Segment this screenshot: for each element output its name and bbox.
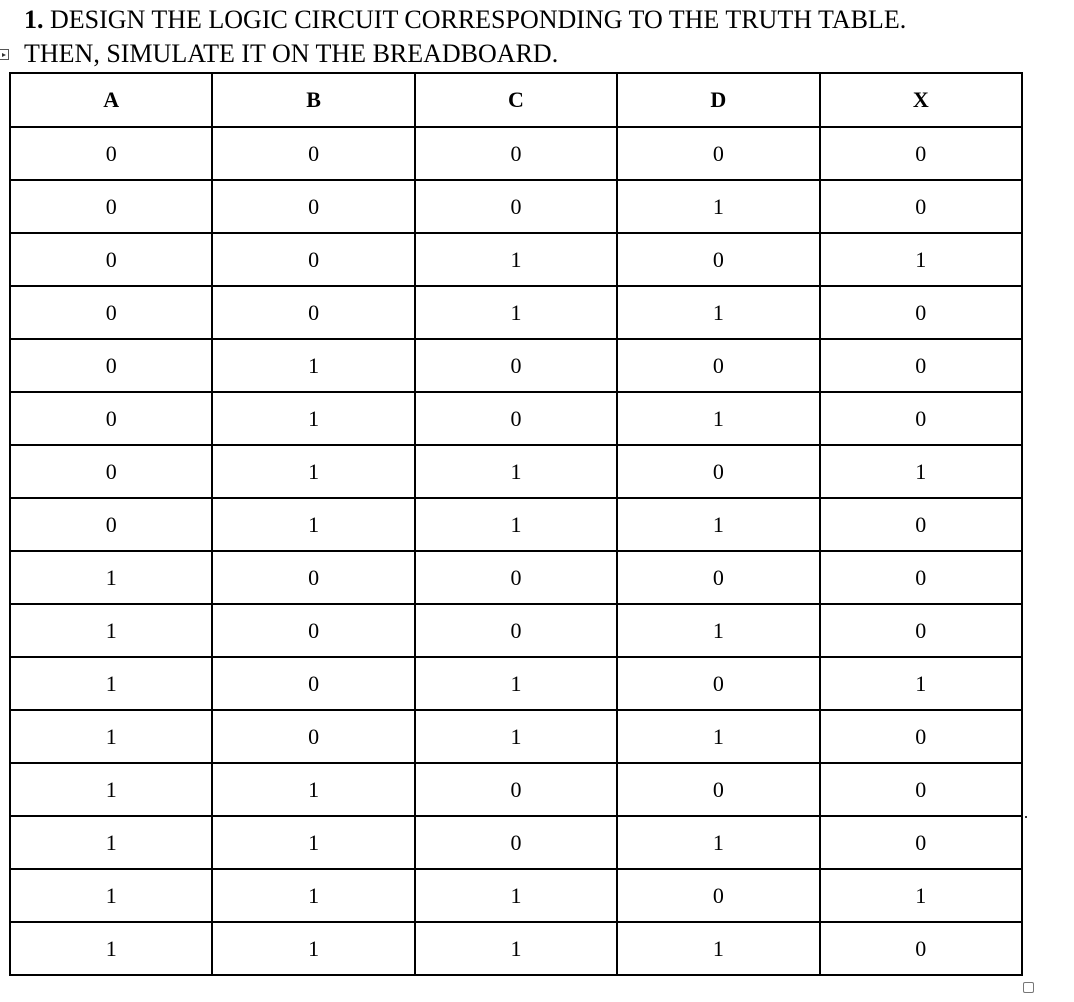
cell-b: 0	[212, 180, 414, 233]
cell-b: 0	[212, 604, 414, 657]
cell-x: 0	[820, 604, 1022, 657]
cell-c: 0	[415, 604, 617, 657]
cell-x: 0	[820, 551, 1022, 604]
table-row	[10, 657, 1022, 710]
cell-a: 0	[10, 498, 212, 551]
cell-x: 0	[820, 392, 1022, 445]
header-d: D	[617, 73, 819, 127]
cell-c: 0	[415, 180, 617, 233]
cell-d: 1	[617, 710, 819, 763]
cell-b: 0	[212, 551, 414, 604]
cell-a: 1	[10, 763, 212, 816]
cell-d: 0	[617, 233, 819, 286]
cell-x: 0	[820, 180, 1022, 233]
cell-d: 0	[617, 445, 819, 498]
cell-x: 0	[820, 498, 1022, 551]
question-line-1	[24, 4, 906, 36]
cell-d: 0	[617, 657, 819, 710]
cell-a: 0	[10, 392, 212, 445]
table-row	[10, 763, 1022, 816]
cell-b: 1	[212, 763, 414, 816]
table-row	[10, 869, 1022, 922]
cell-x: 0	[820, 286, 1022, 339]
cell-b: 0	[212, 710, 414, 763]
cell-d: 1	[617, 604, 819, 657]
cell-d: 1	[617, 392, 819, 445]
table-row	[10, 339, 1022, 392]
table-header-row	[10, 73, 1022, 127]
cell-x: 1	[820, 657, 1022, 710]
cell-c: 0	[415, 392, 617, 445]
cell-b: 1	[212, 392, 414, 445]
table-row	[10, 816, 1022, 869]
cell-d: 1	[617, 922, 819, 975]
cell-x: 1	[820, 445, 1022, 498]
cell-c: 1	[415, 233, 617, 286]
table-row	[10, 286, 1022, 339]
cell-d: 1	[617, 286, 819, 339]
cell-c: 1	[415, 286, 617, 339]
table-row	[10, 127, 1022, 180]
cell-x: 1	[820, 233, 1022, 286]
header-x: X	[820, 73, 1022, 127]
table-row	[10, 233, 1022, 286]
cell-d: 0	[617, 869, 819, 922]
cell-b: 1	[212, 498, 414, 551]
table-row	[10, 604, 1022, 657]
cell-a: 1	[10, 922, 212, 975]
table-row	[10, 392, 1022, 445]
table-row	[10, 180, 1022, 233]
cell-b: 0	[212, 127, 414, 180]
cell-c: 0	[415, 127, 617, 180]
cell-x: 0	[820, 127, 1022, 180]
table-edge-mark	[1025, 816, 1027, 818]
cell-d: 0	[617, 763, 819, 816]
table-row	[10, 551, 1022, 604]
cell-x: 0	[820, 763, 1022, 816]
header-b: B	[212, 73, 414, 127]
cell-x: 0	[820, 339, 1022, 392]
cell-b: 0	[212, 286, 414, 339]
cell-x: 0	[820, 922, 1022, 975]
cell-c: 0	[415, 339, 617, 392]
cell-a: 1	[10, 604, 212, 657]
paragraph-anchor-icon[interactable]	[0, 49, 9, 60]
cell-b: 1	[212, 445, 414, 498]
cell-a: 1	[10, 710, 212, 763]
cell-c: 1	[415, 445, 617, 498]
cell-x: 0	[820, 710, 1022, 763]
question-text-1: DESIGN THE LOGIC CIRCUIT CORRESPONDING TO THE TRUTH TABLE.	[50, 5, 907, 34]
cell-d: 1	[617, 816, 819, 869]
cell-c: 1	[415, 710, 617, 763]
cell-d: 0	[617, 551, 819, 604]
table-row	[10, 710, 1022, 763]
cell-c: 0	[415, 763, 617, 816]
cell-b: 1	[212, 339, 414, 392]
cell-d: 1	[617, 180, 819, 233]
cell-d: 0	[617, 127, 819, 180]
table-row	[10, 498, 1022, 551]
cell-b: 1	[212, 816, 414, 869]
header-c: C	[415, 73, 617, 127]
cell-x: 1	[820, 869, 1022, 922]
cell-a: 0	[10, 233, 212, 286]
cell-a: 1	[10, 657, 212, 710]
cell-a: 0	[10, 286, 212, 339]
cell-c: 1	[415, 498, 617, 551]
truth-table	[9, 72, 1023, 976]
cell-c: 0	[415, 816, 617, 869]
cell-c: 1	[415, 922, 617, 975]
table-resize-handle-icon[interactable]	[1023, 982, 1034, 993]
cell-c: 1	[415, 657, 617, 710]
cell-d: 1	[617, 498, 819, 551]
cell-a: 1	[10, 816, 212, 869]
cell-c: 0	[415, 551, 617, 604]
cell-a: 0	[10, 127, 212, 180]
truth-table-body	[10, 127, 1022, 975]
header-a: A	[10, 73, 212, 127]
cell-b: 0	[212, 657, 414, 710]
cell-b: 1	[212, 869, 414, 922]
cell-a: 1	[10, 869, 212, 922]
cell-d: 0	[617, 339, 819, 392]
cell-a: 0	[10, 339, 212, 392]
cell-b: 1	[212, 922, 414, 975]
cell-a: 1	[10, 551, 212, 604]
cell-a: 0	[10, 180, 212, 233]
table-row	[10, 445, 1022, 498]
table-row	[10, 922, 1022, 975]
cell-c: 1	[415, 869, 617, 922]
question-line-2: THEN, SIMULATE IT ON THE BREADBOARD.	[24, 39, 559, 68]
cell-a: 0	[10, 445, 212, 498]
cell-b: 0	[212, 233, 414, 286]
cell-x: 0	[820, 816, 1022, 869]
question-number: 1.	[24, 5, 44, 34]
